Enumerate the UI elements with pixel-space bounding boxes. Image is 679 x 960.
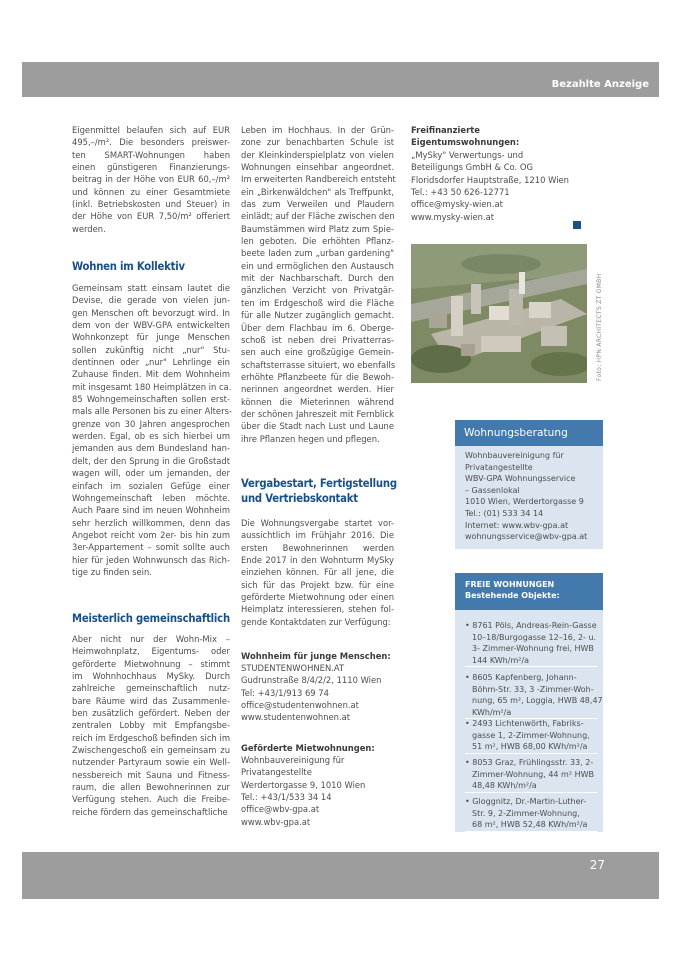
list-item-line: 10–18/Burgogasse 12–16, 2- u. (472, 632, 597, 642)
list-item (465, 757, 597, 793)
list-item-line: 3- Zimmer-Wohnung frei, HWB (472, 644, 594, 653)
list-item-line: Str. 9, 2-Zimmer-Wohnung, (472, 808, 580, 818)
text-line: 495,–/m². Die besonders preiswer- (72, 137, 230, 148)
list-item (465, 718, 597, 754)
text-line: ten im Erdgeschoß wird die Fläche (241, 297, 394, 308)
text-line: wohnungsservice@wbv-gpa.at (465, 532, 588, 542)
text-line: einfach im sozialen Gefüge einer (72, 480, 230, 491)
text-line: der schönen Jahreszeit mit Fernblick (241, 408, 394, 419)
text-line: Über dem Flachbau im 6. Oberge- (241, 322, 394, 333)
freie-title-line2: Bestehende Objekte: (465, 591, 560, 600)
text-line: Wohngemeinschaft leben möchte. (72, 492, 230, 503)
text-line: reiche fördern das gemeinschaftliche (72, 806, 228, 817)
leben-paragraph (241, 124, 394, 445)
text-line: gen Menschen oft bevorzugt wird. In (72, 307, 230, 318)
text-line: Tel: +43/1/913 69 74 (241, 687, 329, 698)
list-item-line: • 8053 Graz, Frühlingsstr. 33, 2- (465, 757, 597, 769)
paid-ad-label: Bezahlte Anzeige (551, 79, 649, 90)
text-line: Tel.: (01) 533 34 14 (465, 508, 544, 518)
text-line: office@studentenwohnen.at (241, 700, 359, 711)
photo-credit: Foto: HPN ARCHITECTS ZT GMBH (596, 273, 603, 381)
text-line: werden. (72, 223, 106, 234)
list-item-line: • 8605 Kapfenberg, Johann- (465, 672, 597, 684)
text-line: werden. Egal, ob es sich hierbei um (72, 431, 230, 442)
list-item-line: Zimmer-Wohnung, 44 m² HWB (472, 769, 595, 779)
text-line: 1010 Wien, Werdertorgasse 9 (465, 497, 584, 507)
text-line: dentinnen oder „nur" Lehrlinge ein (72, 357, 230, 368)
text-line: der Kleinkinderspielplatz von vielen (241, 149, 394, 160)
text-line: nutzender Partyraum sowie ein Well- (72, 757, 230, 768)
contact-subsidized-title: Geförderte Mietwohnungen: (241, 743, 375, 753)
text-line: 85 Wohngemeinschaften sollen erst- (72, 394, 230, 405)
text-line: tige zu finden sein. (72, 566, 152, 577)
text-line: office@mysky-wien.at (411, 199, 503, 210)
text-line: Floridsdorfer Hauptstraße, 1210 Wien (411, 174, 569, 185)
text-line: schoß ist neben drei Privatterras- (241, 334, 394, 345)
text-line: erhöhte Pflanzbeete für die Bewoh- (241, 371, 394, 382)
text-line: Eigenmittel belaufen sich auf EUR (72, 125, 230, 135)
text-line: aussichtlich im Frühjahr 2016. Die (241, 530, 394, 541)
text-line: sich für das Projekt bzw. für eine (241, 579, 394, 590)
text-line: Angebot reicht vom 2er- bis hin zum (72, 529, 230, 540)
vergabe-paragraph (241, 517, 394, 628)
text-line: Im erweiterten Randbereich entsteht (241, 174, 396, 185)
page-number: 27 (589, 858, 605, 872)
text-line: Heimplatz interessieren, stehen fol- (241, 604, 394, 615)
text-line: Gudrunstraße 8/4/2/2, 1110 Wien (241, 675, 382, 686)
text-line: nerinnen angeordnet werden. Hier (241, 384, 394, 395)
text-line: der Höhe von EUR 7,50/m² offeriert (72, 211, 230, 222)
text-line: zentralen Lobby mit Empfangsbe- (72, 720, 230, 731)
intro-paragraph (72, 124, 230, 235)
text-line: Tel.: +43 50 626-12771 (411, 187, 510, 198)
text-line: zone zur benachbarten Schule ist (241, 137, 394, 148)
heading-wohnen-im-kollektiv: Wohnen im Kollektiv (72, 260, 185, 273)
text-line: www.wbv-gpa.at (241, 816, 311, 827)
text-line: mit insgesamt 180 Heimplätzen in ca. (72, 381, 232, 392)
text-line: WBV-GPA Wohnungsservice (465, 474, 576, 484)
text-line: nessbereich mit Sauna und Fitness- (72, 769, 230, 780)
list-item-line: 51 m², HWB 68,00 KWh/m²/a (472, 742, 588, 751)
text-line: hier für jeden Wohnwunsch das Rich- (72, 554, 230, 565)
text-line: dem von der WBV-GPA entwickelten (72, 320, 230, 331)
text-line: Wohnbauvereinigung für (465, 451, 564, 460)
heading-meisterlich: Meisterlich gemeinschaftlich (72, 612, 230, 625)
text-line: „MySky" Verwertungs- und (411, 150, 524, 160)
text-line: STUDENTENWOHNEN.AT (241, 663, 345, 673)
aerial-city-image (411, 244, 587, 383)
text-line: und können zu einer Gesamtmiete (72, 186, 230, 197)
kollektiv-paragraph (72, 282, 230, 578)
text-line: im Wohnhochhaus MySky. Durch (72, 671, 230, 682)
text-line: beete laden zum „urban gardening" (241, 248, 394, 259)
text-line: einen günstigeren Finanzierungs- (72, 162, 230, 173)
text-line: ben zusätzlich gefördert. Neben der (72, 708, 230, 719)
text-line: (inkl. Betriebskosten und Steuer) in (72, 199, 230, 210)
list-item (465, 672, 603, 719)
text-line: wagen will, oder um jemanden, der (72, 468, 230, 479)
list-item-line: 144 KWh/m²/a (472, 655, 530, 665)
header-bar (22, 62, 659, 97)
list-item-line: Böhm-Str. 33, 3 -Zimmer-Woh- (472, 684, 594, 694)
list-item (465, 620, 597, 667)
text-line: das zum Verweilen und Plaudern (241, 199, 394, 210)
list-item-line: 48,48 KWh/m²/a (472, 781, 537, 790)
text-line: delt, der den Sprung in die Großstadt (72, 455, 230, 466)
text-line: Zuhause finden. Mit dem Wohnheim (72, 369, 230, 380)
beratung-lines (465, 450, 603, 543)
list-item-line: • Gloggnitz, Dr.-Martin-Luther- (465, 796, 597, 808)
text-line: 3er-Appartement – somit sollte auch (72, 542, 230, 553)
text-line: Heimwohnplatz, Eigentums- oder (72, 646, 230, 657)
text-line: jemanden aus dem Bundesland han- (72, 443, 230, 454)
text-line: www.studentenwohnen.at (241, 712, 351, 723)
footer-bar (22, 852, 659, 899)
text-line: bare Räume wird das Zusammenle- (72, 695, 230, 706)
contact-youth-block (241, 662, 394, 724)
text-line: ersten Bewohnerinnen werden (241, 542, 394, 553)
text-line: grenze von 30 Jahren angesprochen (72, 418, 230, 429)
text-line: Aber nicht nur der Wohn-Mix – (72, 634, 230, 644)
text-line: Tel.: +43/1/533 34 14 (241, 792, 332, 803)
text-line: Zwischengeschoß ein gemeinsam zu (72, 745, 230, 756)
freie-title-line1: FREIE WOHNUNGEN (465, 580, 555, 589)
text-line: Wohnbauvereinigung für (241, 755, 345, 765)
text-line: Die Wohnungsvergabe startet vor- (241, 518, 394, 528)
text-line: sehr herzlich willkommen, denn das (72, 517, 230, 528)
text-line: Devise, die gerade von vielen jun- (72, 295, 230, 306)
text-line: Verfügung stehen. Auch die Freibe- (72, 794, 230, 805)
text-line: sen auch eine großzügige Gemein- (241, 347, 394, 358)
contact-subsidized-block (241, 754, 394, 828)
contact-youth-title: Wohnheim für junge Menschen: (241, 651, 391, 661)
text-line: geförderte Mietwohnung – stimmt (72, 658, 230, 669)
beratung-title: Wohnungsberatung (455, 420, 603, 446)
text-line: Wohnkonzept für junge Menschen (72, 332, 230, 343)
text-line: einlädt; auf der Fläche zwischen den (241, 211, 395, 222)
contact-owner-block (411, 149, 586, 223)
text-line: Ende 2017 in den Wohnturm MySky (241, 555, 394, 566)
list-item-line: gasse 1, 2-Zimmer-Wohnung, (472, 730, 590, 740)
text-line: gänzlichen Verzicht von Privatgär- (241, 285, 394, 296)
text-line: ihre Pflanzen hegen und pflegen. (241, 433, 380, 444)
text-line: einziehen können. Für all jene, die (241, 567, 394, 578)
text-line: geförderte Mietwohnung oder einen (241, 592, 394, 603)
text-line: Leben im Hochhaus. In der Grün- (241, 125, 394, 135)
text-line: ein und ermöglichen den Austausch (241, 260, 394, 271)
freie-wohnungen-title (455, 573, 603, 610)
text-line: Privatangestellte (241, 767, 312, 778)
list-item (465, 796, 597, 832)
list-item-line: • 2493 Lichtenwörth, Fabriks- (465, 718, 597, 730)
text-line: Beteiligungs GmbH & Co. OG (411, 162, 533, 173)
text-line: Internet: www.wbv-gpa.at (465, 520, 569, 530)
text-line: Privatangestellte (465, 462, 533, 472)
text-line: len geboten. Die erhöhten Pflanz- (241, 236, 394, 247)
heading-vergabestart-line1: Vergabestart, Fertigstellung (241, 477, 397, 490)
text-line: ten SMART-Wohnungen haben (72, 149, 230, 160)
text-line: Wohnungen einsehbar angeordnet. (241, 162, 394, 173)
aerial-photo (411, 244, 587, 383)
list-item-line: • 8761 Pöls, Andreas-Rein-Gasse (465, 620, 597, 632)
list-item-line: KWh/m²/a (472, 707, 512, 717)
contact-owner-title-line1: Freifinanzierte (411, 125, 480, 135)
text-line: Werdertorgasse 9, 1010 Wien (241, 779, 366, 790)
text-line: können die Mieterinnen während (241, 396, 394, 407)
text-line: für alle Nutzer zugänglich gemacht. (241, 310, 394, 321)
text-line: über die Stadt nach Lust und Laune (241, 421, 394, 432)
text-line: ein „Birkenwäldchen" als Treffpunkt, (241, 186, 394, 197)
end-square-icon (573, 221, 581, 229)
text-line: sollen zukünftig nicht „nur" Stu- (72, 344, 230, 355)
text-line: Baumstämmen wird Platz zum Spie- (241, 223, 394, 234)
text-line: – Gassenlokal (465, 485, 520, 495)
text-line: Gemeinsam statt einsam lautet die (72, 283, 230, 293)
contact-owner-title-line2: Eigentumswohnungen: (411, 137, 520, 147)
text-line: reich im Erdgeschoß befinden sich im (72, 732, 230, 743)
text-line: schaftsterrasse situiert, wo ebenfalls (241, 359, 396, 370)
heading-vergabestart-line2: und Vertriebskontakt (241, 492, 358, 505)
text-line: beitrag in der Höhe von EUR 60,–/m² (72, 174, 230, 185)
text-line: gende Kontaktdaten zur Verfügung: (241, 616, 391, 627)
text-line: zahlreiche gemeinschaftlich nutz- (72, 683, 230, 694)
text-line: mit der Nachbarschaft. Durch den (241, 273, 394, 284)
text-line: mals alle Personen bis zu einer Alters- (72, 406, 232, 417)
list-item-line: nung, 65 m², Loggia, HWB 48,47 (472, 696, 603, 705)
list-item-line: 68 m², HWB 52,48 KWh/m²/a (472, 820, 588, 829)
text-line: www.mysky-wien.at (411, 211, 495, 222)
text-line: raum, die allen Bewohnerinnen zur (72, 782, 230, 793)
meisterlich-paragraph (72, 633, 230, 818)
text-line: Auch Paare sind im neuen Wohnheim (72, 505, 230, 516)
text-line: office@wbv-gpa.at (241, 804, 320, 815)
